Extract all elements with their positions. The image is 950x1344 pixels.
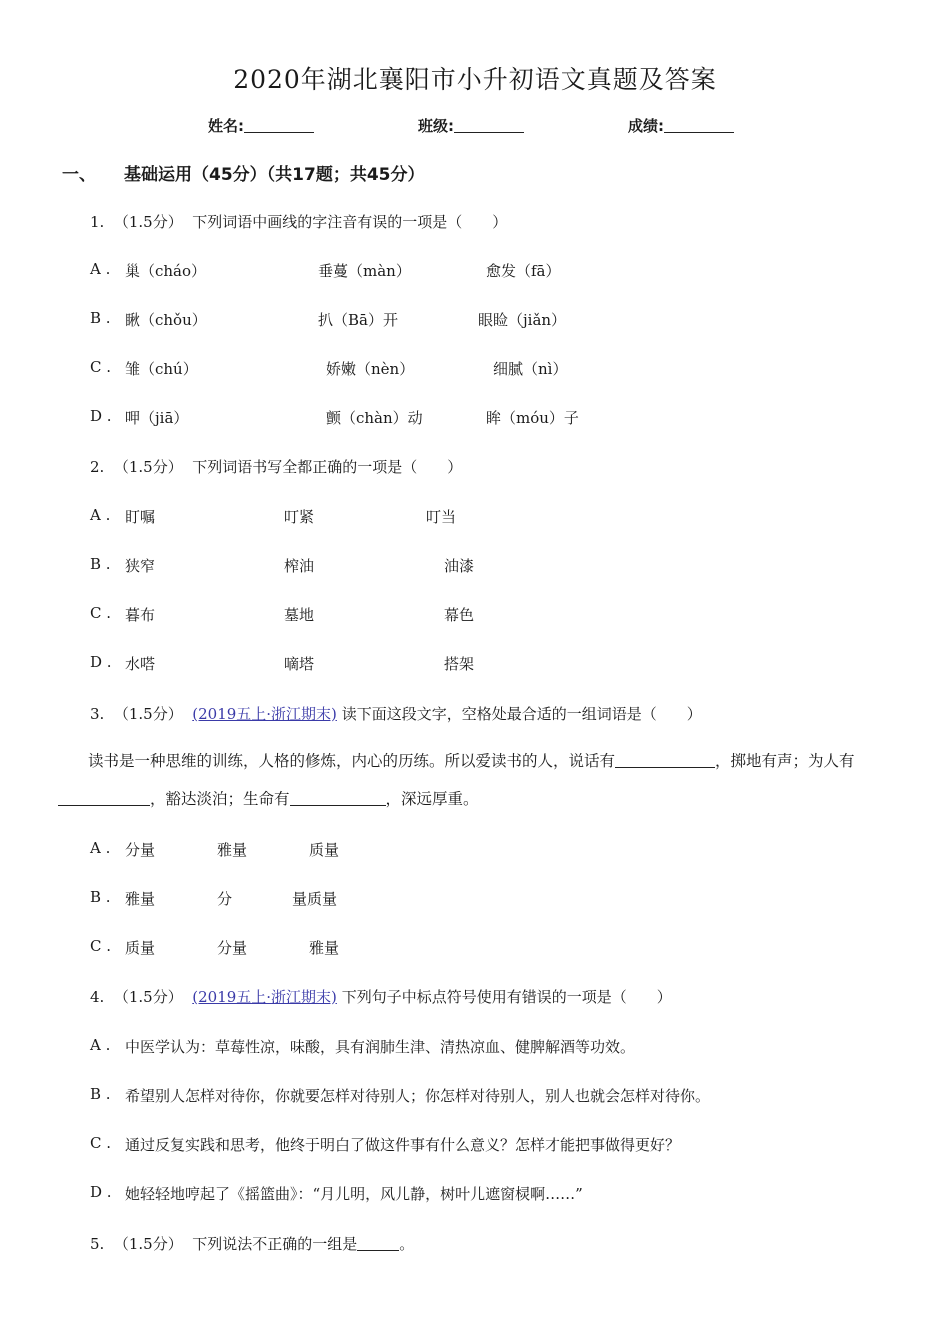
option-text: 希望别人怎样对待你，你就要怎样对待别人；你怎样对待别人，别人也就会怎样对待你。 [125, 1087, 711, 1105]
option-item: 雅量 [217, 841, 248, 859]
option-label[interactable]: A . [90, 1036, 111, 1054]
option-label[interactable]: B . [90, 555, 111, 573]
passage-text: 读书是一种思维的训练，人格的修炼，内心的历练。所以爱读书的人，说话有 [88, 752, 616, 770]
option-item: 分量 [217, 939, 248, 957]
option-item: 雅量 [309, 939, 340, 957]
option-item: 油漆 [444, 557, 475, 575]
option-label[interactable]: D . [90, 407, 112, 425]
option-item: 细腻（nì） [493, 360, 568, 378]
fill-blank[interactable] [615, 752, 715, 768]
option-label[interactable]: A . [90, 839, 111, 857]
question-3 [90, 703, 702, 724]
question-number: 3. [90, 705, 105, 723]
question-text: 下列句子中标点符号使用有错误的一项是（ ） [341, 988, 672, 1006]
score-blank[interactable] [664, 118, 734, 133]
option-item: 雏（chú） [125, 360, 198, 378]
option-label[interactable]: C . [90, 937, 112, 955]
option-item: 叮当 [426, 508, 457, 526]
question-score: （1.5分） [113, 213, 183, 231]
option-item: 墓地 [284, 606, 315, 624]
option-item: 搭架 [444, 655, 475, 673]
class-label: 班级: [418, 117, 454, 135]
option-item: 水嗒 [125, 655, 156, 673]
option-item: 质量 [125, 939, 156, 957]
class-blank[interactable] [454, 118, 524, 133]
option-item: 幕色 [444, 606, 475, 624]
name-blank[interactable] [244, 118, 314, 133]
question-number: 4. [90, 988, 105, 1006]
option-item: 分量 [125, 841, 156, 859]
option-text: 她轻轻地哼起了《摇篮曲》：“月儿明，风儿静，树叶儿遮窗棂啊……” [125, 1185, 583, 1203]
option-item: 叮紧 [284, 508, 315, 526]
question-5 [90, 1233, 414, 1254]
option-item: 暮布 [125, 606, 156, 624]
question-1 [90, 211, 507, 232]
option-item: 瞅（chǒu） [125, 311, 207, 329]
fill-blank[interactable] [290, 790, 386, 806]
class-field[interactable] [418, 115, 524, 136]
option-item: 榨油 [284, 557, 315, 575]
option-label[interactable]: B . [90, 309, 111, 327]
question-score: （1.5分） [113, 1235, 183, 1253]
option-label[interactable]: A . [90, 506, 111, 524]
option-item: 垂蔓（màn） [318, 262, 411, 280]
option-item: 雅量 [125, 890, 156, 908]
question-text: 下列说法不正确的一组是 [192, 1235, 358, 1253]
passage-text: ，豁达淡泊；生命有 [150, 790, 290, 808]
option-item: 巢（cháo） [125, 262, 207, 280]
option-item: 呷（jiā） [125, 409, 189, 427]
score-label: 成绩: [628, 117, 664, 135]
option-item: 盯嘱 [125, 508, 156, 526]
option-label[interactable]: D . [90, 1183, 112, 1201]
option-item: 扒（Bā）开 [318, 311, 398, 329]
option-item: 愈发（fā） [486, 262, 561, 280]
question-text: 读下面这段文字，空格处最合适的一组词语是（ ） [341, 705, 702, 723]
section-title: 基础运用（45分）（共17题；共45分） [124, 165, 425, 185]
question-number: 2. [90, 458, 105, 476]
question-number: 1. [90, 213, 105, 231]
question-text: 下列词语书写全都正确的一项是（ ） [192, 458, 463, 476]
section-number: 一、 [62, 165, 96, 185]
source-link[interactable]: (2019五上·浙江期末) [192, 705, 337, 723]
question-score: （1.5分） [113, 705, 183, 723]
option-item: 质量 [309, 841, 340, 859]
option-label[interactable]: C . [90, 1134, 112, 1152]
option-item: 量质量 [292, 890, 338, 908]
question-score: （1.5分） [113, 988, 183, 1006]
question-text: 下列词语中画线的字注音有误的一项是（ ） [192, 213, 508, 231]
question-2 [90, 456, 462, 477]
question-tail: 。 [399, 1235, 415, 1253]
question-number: 5. [90, 1235, 105, 1253]
option-item: 颤（chàn）动 [326, 409, 423, 427]
option-label[interactable]: C . [90, 358, 112, 376]
passage-text: ，掷地有声；为人有 [715, 752, 855, 770]
option-label[interactable]: D . [90, 653, 112, 671]
option-text: 通过反复实践和思考，他终于明白了做这件事有什么意义？怎样才能把事做得更好？ [125, 1136, 681, 1154]
passage [58, 742, 898, 818]
option-text: 中医学认为：草莓性凉，味酸，具有润肺生津、清热凉血、健脾解酒等功效。 [125, 1038, 636, 1056]
option-item: 狭窄 [125, 557, 156, 575]
option-label[interactable]: B . [90, 1085, 111, 1103]
question-4 [90, 986, 672, 1007]
name-label: 姓名: [208, 117, 244, 135]
name-field[interactable] [208, 115, 314, 136]
option-label[interactable]: B . [90, 888, 111, 906]
option-item: 眸（móu）子 [486, 409, 579, 427]
option-item: 嘀塔 [284, 655, 315, 673]
fill-blank[interactable] [58, 790, 150, 806]
section-heading [62, 160, 424, 185]
option-label[interactable]: C . [90, 604, 112, 622]
score-field[interactable] [628, 115, 734, 136]
option-label[interactable]: A . [90, 260, 111, 278]
page-title: 2020年湖北襄阳市小升初语文真题及答案 [233, 65, 717, 94]
option-item: 眼睑（jiǎn） [478, 311, 567, 329]
passage-text: ，深远厚重。 [385, 790, 479, 808]
option-item: 娇嫩（nèn） [326, 360, 415, 378]
fill-blank[interactable] [357, 1235, 399, 1251]
option-item: 分 [217, 890, 233, 908]
question-score: （1.5分） [113, 458, 183, 476]
source-link[interactable]: (2019五上·浙江期末) [192, 988, 337, 1006]
